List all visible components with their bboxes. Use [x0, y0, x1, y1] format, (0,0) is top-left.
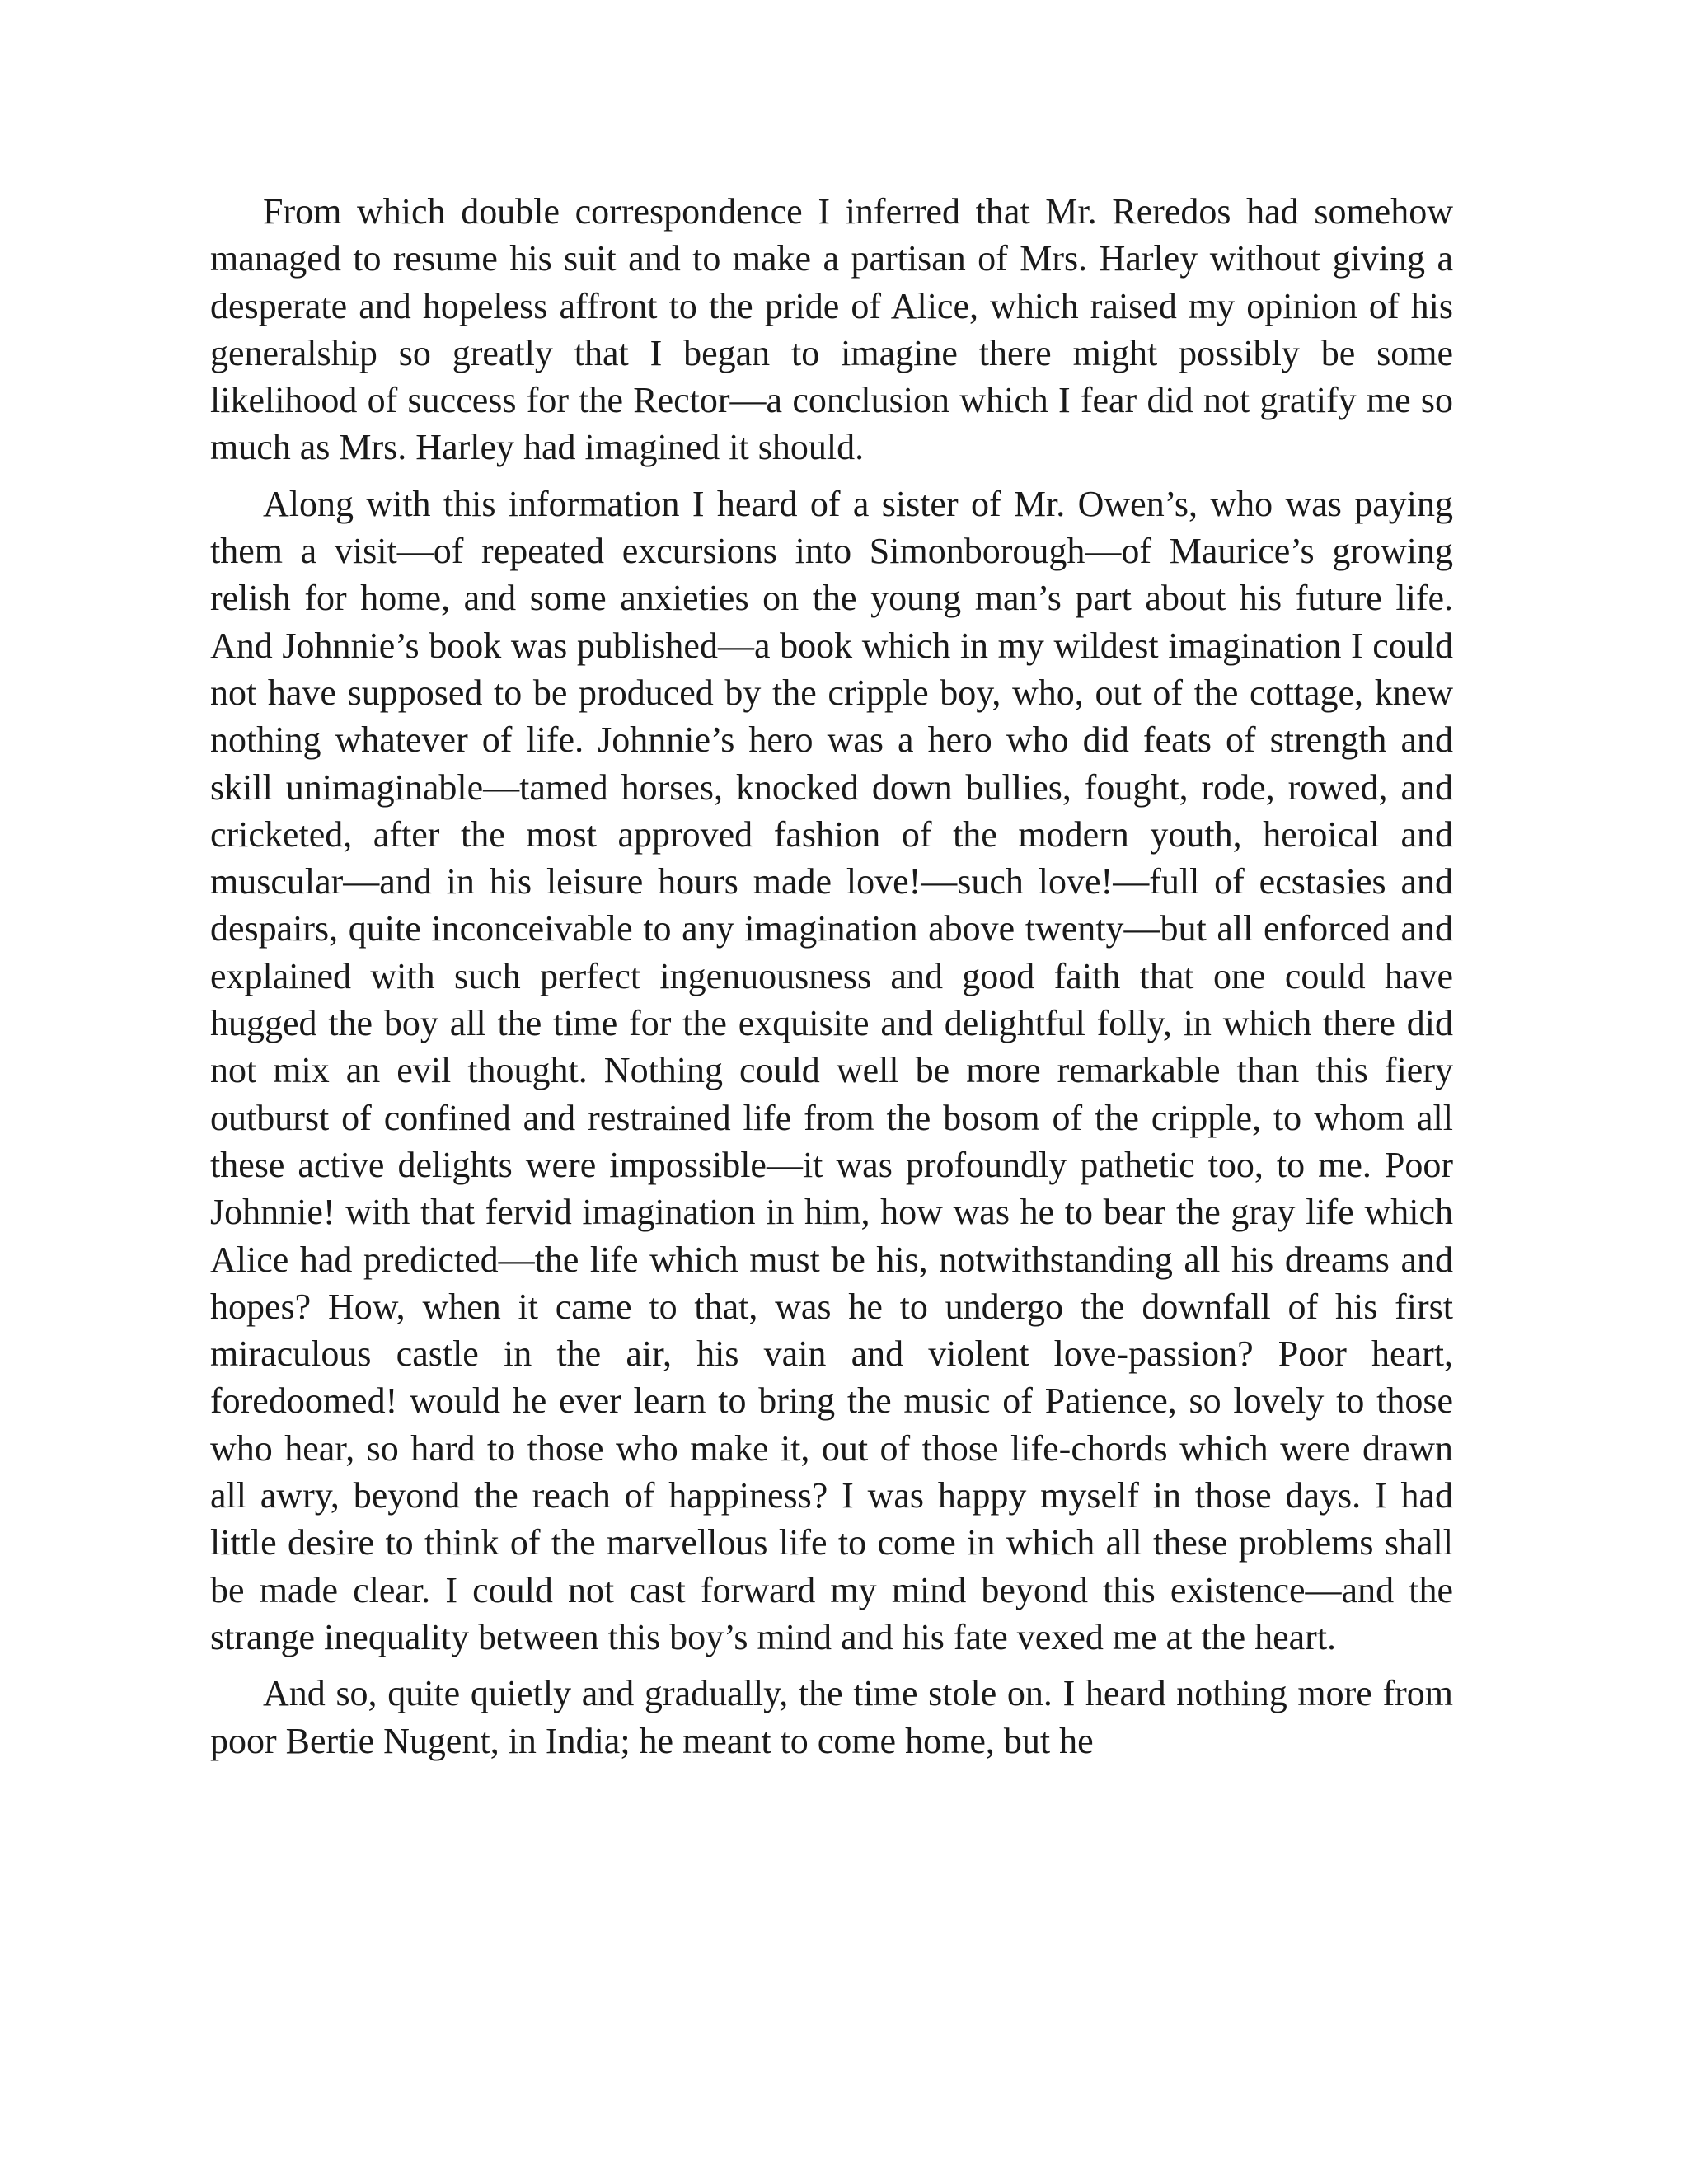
paragraph-1: From which double correspondence I inferred that Mr. Reredos had somehow managed to resume his suit and to make a partisan of Mrs. Harley without giving a desperate and hopeless affront to the pride of Alice, which raised my opinion of his generalship so greatly that I began to imagine there might possibly be some likelihood of success for the Rector—a conclusion which I fear did not gratify me so much as Mrs. Harley had imagined it should.: [210, 191, 1453, 468]
paragraph-2: Along with this information I heard of a sister of Mr. Owen’s, who was paying them a visit—of repeated excursions into Simonborough—of Maurice’s growing relish for home, and some anxieties on the young man’s part about his future life. And Johnnie’s book was published—a book which in my wildest imagination I could not have supposed to be produced by the cripple boy, who, out of the cottage, knew nothing whatever of life. Johnnie’s hero was a hero who did feats of strength and skill unimaginable—tamed horses, knocked down bullies, fought, rode, rowed, and cricketed, after the most approved fashion of the modern youth, heroical and muscular—and in his leisure hours made love!—such love!—full of ecstasies and despairs, quite inconceivable to any imagination above twenty—but all enforced and explained with such perfect ingenuousness and good faith that one could have hugged the boy all the time for the exquisite and delightful folly, in which there did not mix an evil thought. Nothing could well be more remarkable than this fiery outburst of confined and restrained life from the bosom of the cripple, to whom all these active delights were impossible—it was profoundly pathetic too, to me. Poor Johnnie! with that fervid imagination in him, how was he to bear the gray life which Alice had predicted—the life which must be his, notwithstanding all his dreams and hopes? How, when it came to that, was he to undergo the downfall of his first miraculous castle in the air, his vain and violent love-passion? Poor heart, foredoomed! would he ever learn to bring the music of Patience, so lovely to those who hear, so hard to those who make it, out of those life-chords which were drawn all awry, beyond the reach of happiness? I was happy myself in those days. I had little desire to think of the marvellous life to come in which all these problems shall be made clear. I could not cast forward my mind beyond this existence—and the strange inequality between this boy’s mind and his fate vexed me at the heart.: [210, 483, 1453, 1657]
paragraph-3: And so, quite quietly and gradually, the time stole on. I heard nothing more from poor Bertie Nugent, in India; he meant to come home, but he: [210, 1673, 1453, 1761]
page-body: [210, 188, 1453, 1765]
